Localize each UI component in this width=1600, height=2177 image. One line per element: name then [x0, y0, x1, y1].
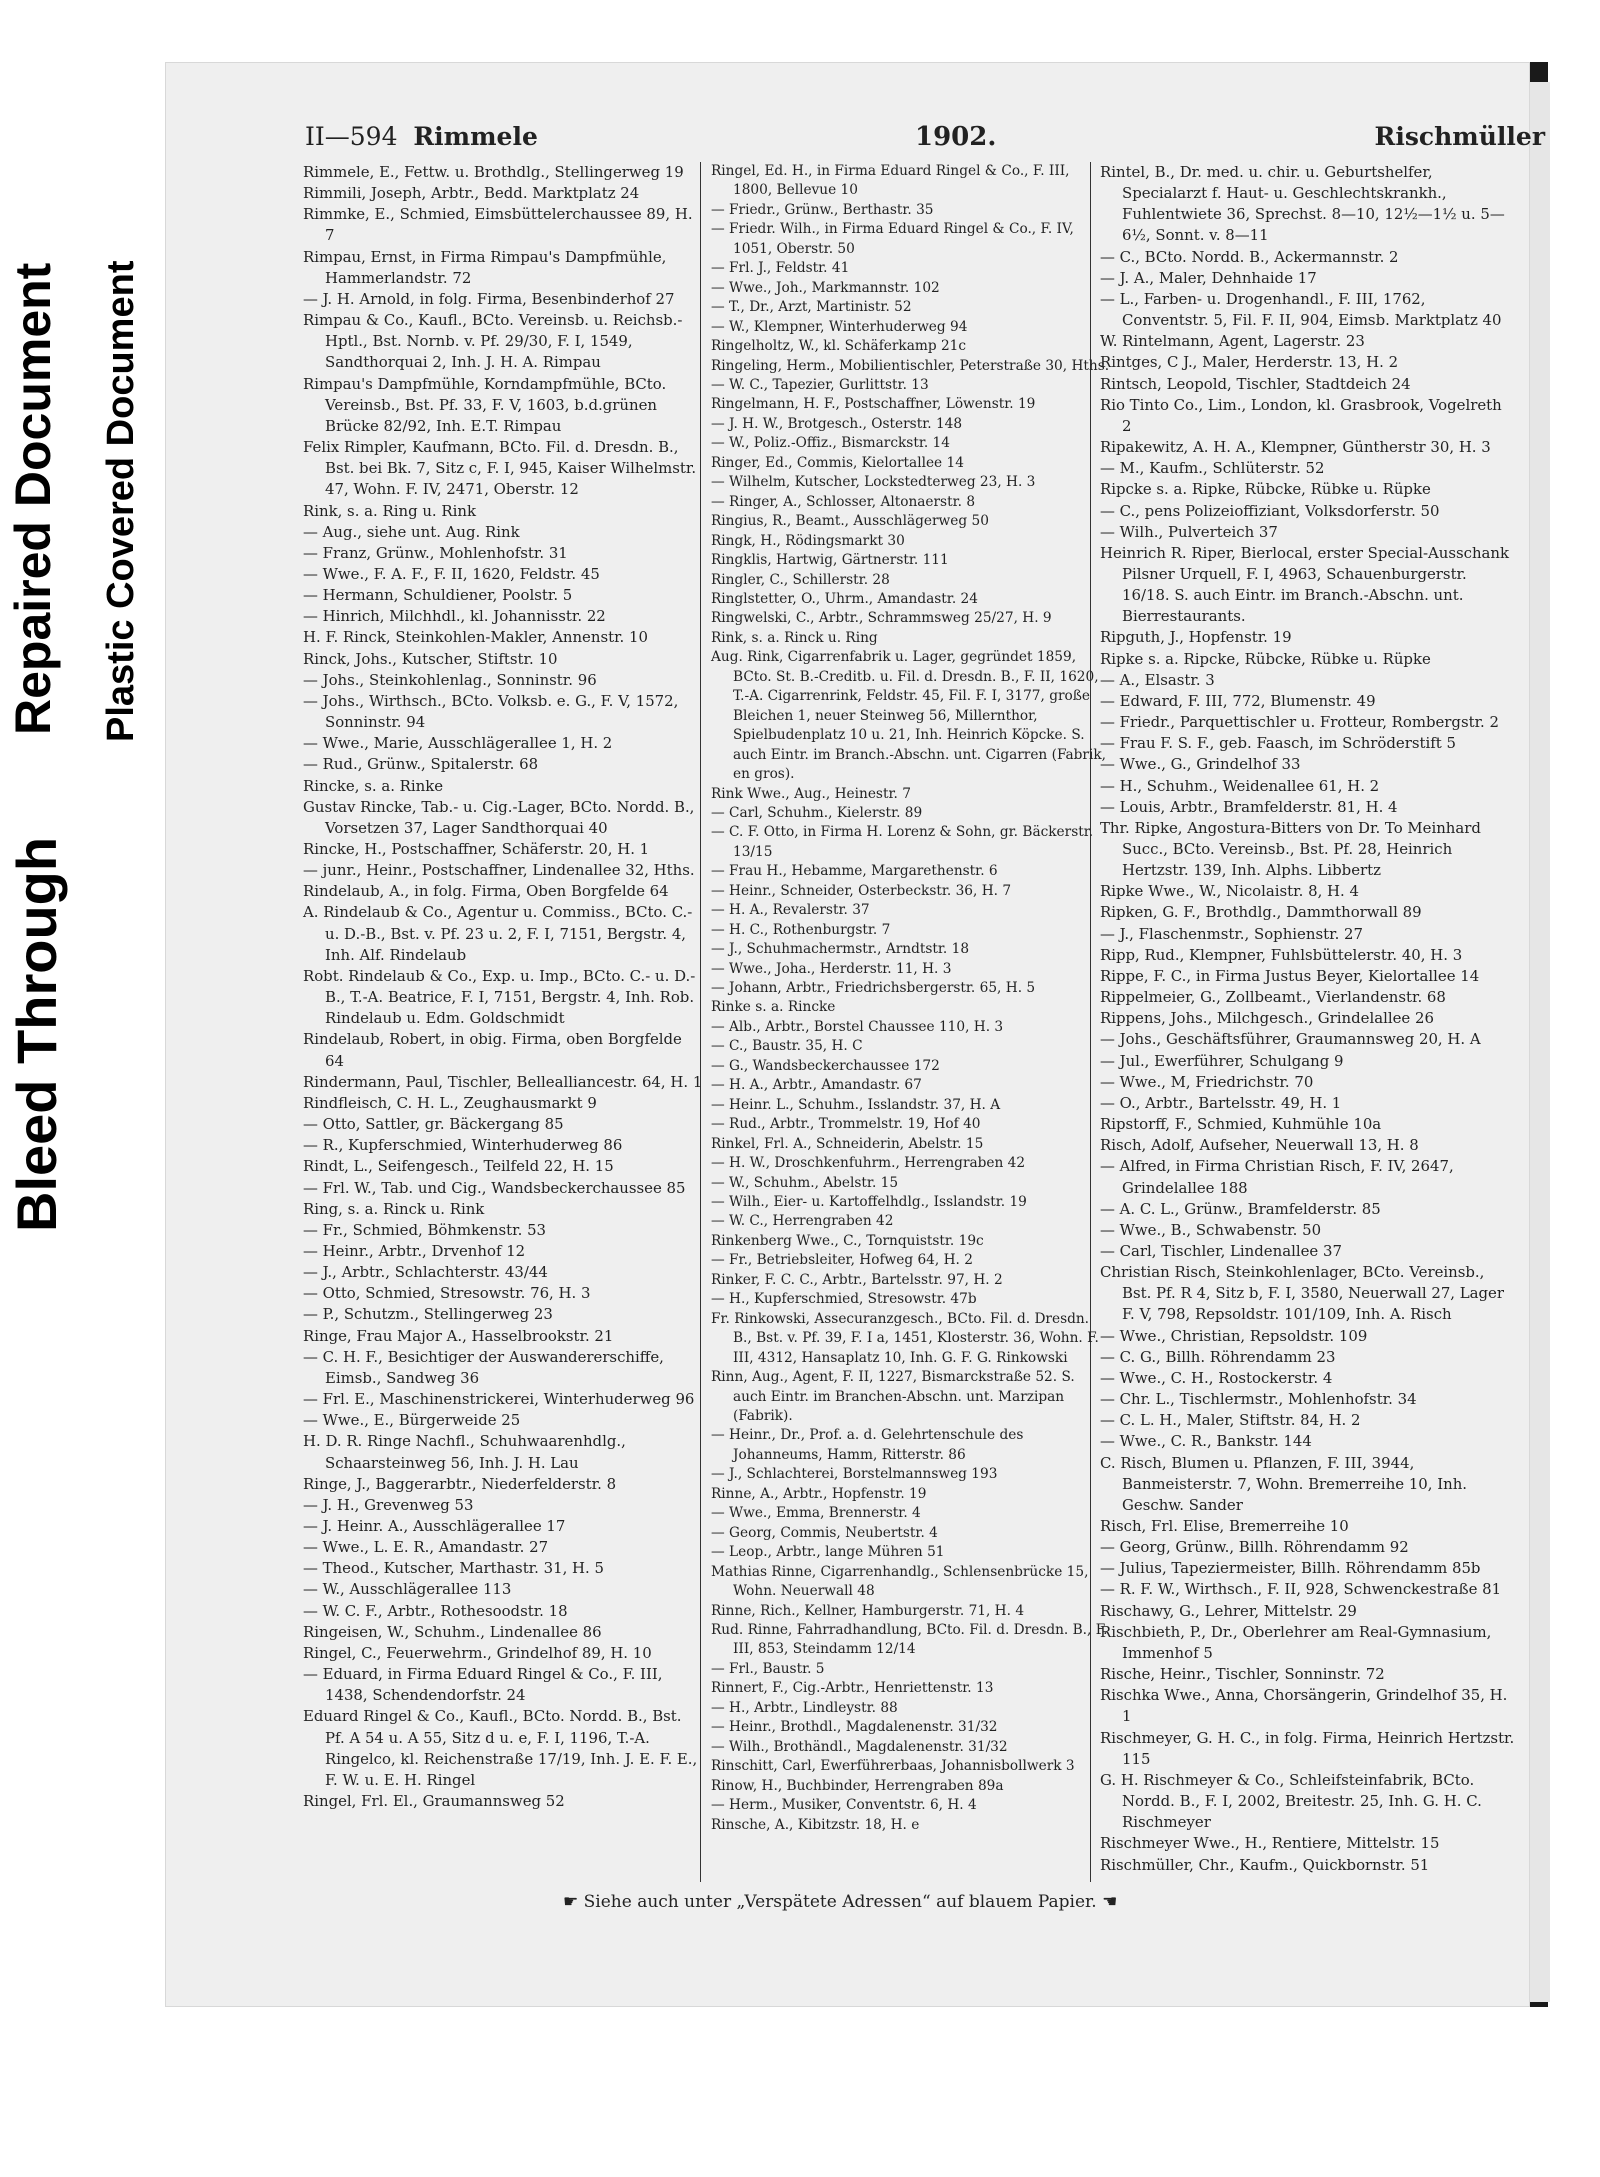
- directory-entry: Christian Risch, Steinkohlenlager, BCto. Vereinsb., Bst. Pf. R 4, Sitz b, F. I, 3580, Neuerwall 27, Lager F. V, 798, Repsoldstr. 101/109, Inh. A. Risch: [1100, 1263, 1504, 1324]
- directory-entry: Rinke s. a. Rincke: [711, 999, 836, 1016]
- directory-entry: — Wilh., Eier- u. Kartoffelhdlg., Isslandstr. 19: [711, 1194, 1027, 1211]
- directory-entry: Rindermann, Paul, Tischler, Bellealliancestr. 64, H. 1: [303, 1072, 703, 1091]
- directory-entry: Ringel, C., Feuerwehrm., Grindelhof 89, H. 10: [303, 1643, 652, 1662]
- directory-entry: — J. H. W., Brotgesch., Osterstr. 148: [711, 415, 963, 432]
- directory-entry: Rischbieth, P., Dr., Oberlehrer am Real-Gymnasium, Immenhof 5: [1100, 1622, 1492, 1662]
- directory-entry: — C., Baustr. 35, H. C: [711, 1038, 863, 1055]
- directory-entry: Rink, s. a. Ring u. Rink: [303, 501, 476, 520]
- directory-entry: — W. C., Tapezier, Gurlittstr. 13: [711, 376, 929, 393]
- directory-entry: Rimmele, E., Fettw. u. Brothdlg., Stellingerweg 19: [303, 163, 684, 181]
- directory-entry: — Otto, Schmied, Stresowstr. 76, H. 3: [303, 1284, 591, 1303]
- directory-entry: Ripke Wwe., W., Nicolaistr. 8, H. 4: [1100, 882, 1359, 901]
- directory-entry: — Wwe., Christian, Repsoldstr. 109: [1100, 1326, 1368, 1345]
- directory-entry: Rinkel, Frl. A., Schneiderin, Abelstr. 15: [711, 1135, 984, 1152]
- directory-entry: — J. H., Grevenweg 53: [303, 1495, 474, 1514]
- directory-entry: — Aug., siehe unt. Aug. Rink: [303, 522, 520, 541]
- directory-entry: Rinne, A., Arbtr., Hopfenstr. 19: [711, 1485, 927, 1502]
- directory-entry: Rinsche, A., Kibitzstr. 18, H. e: [711, 1816, 920, 1833]
- directory-entry: Aug. Rink, Cigarrenfabrik u. Lager, gegründet 1859, BCto. St. B.-Creditb. u. Fil. d. Dresdn. B., F. II, 1620, T.-A. Cigarrenrink, Feldstr. 45, Fil. F. I, 3177, große Bleichen 1, neuer Steinweg 56, Millernthor, Spielbudenplatz 10 u. 21, Inh. Heinrich Köpcke. S. auch Eintr. im Branch.-Abschn. unt. Cigarren (Fabrik, en gros).: [711, 649, 1106, 783]
- directory-entry: — C. F. Otto, in Firma H. Lorenz & Sohn, gr. Bäckerstr. 13/15: [711, 824, 1094, 860]
- directory-entry: Rintel, B., Dr. med. u. chir. u. Geburtshelfer, Specialarzt f. Haut- u. Geschlechtskrankh., Fuhlentwiete 36, Sprechst. 8—10, 12½—1½ u. 5—6½, Sonnt. v. 8—11: [1100, 163, 1505, 245]
- directory-entry: Rimpau & Co., Kaufl., BCto. Vereinsb. u. Reichsb.-Hptl., Bst. Nornb. v. Pf. 29/30, F. I, 1549, Sandthorquai 2, Inh. J. H. A. Rimpau: [303, 311, 683, 372]
- directory-entry: Rimmili, Joseph, Arbtr., Bedd. Marktplatz 24: [303, 184, 640, 203]
- directory-entry: — Eduard, in Firma Eduard Ringel & Co., F. III, 1438, Schendendorfstr. 24: [303, 1665, 663, 1705]
- side-labels: [0, 0, 160, 2177]
- directory-entry: Rindelaub, A., in folg. Firma, Oben Borgfelde 64: [303, 882, 669, 901]
- directory-entry: Ringklis, Hartwig, Gärtnerstr. 111: [711, 552, 949, 569]
- directory-entry: — Otto, Sattler, gr. Bäckergang 85: [303, 1115, 564, 1134]
- directory-entry: — Hinrich, Milchhdl., kl. Johannisstr. 22: [303, 607, 606, 626]
- directory-entry: — Wwe., B., Schwabenstr. 50: [1100, 1220, 1322, 1239]
- directory-entry: — Heinr. L., Schuhm., Isslandstr. 37, H. A: [711, 1096, 1001, 1113]
- directory-entry: Mathias Rinne, Cigarrenhandlg., Schlensenbrücke 15, Wohn. Neuerwall 48: [711, 1563, 1089, 1600]
- directory-entry: Rud. Rinne, Fahrradhandlung, BCto. Fil. d. Dresdn. B., F. III, 853, Steindamm 12/14: [711, 1621, 1108, 1658]
- directory-entry: — Louis, Arbtr., Bramfelderstr. 81, H. 4: [1100, 797, 1398, 816]
- directory-entry: — Fr., Betriebsleiter, Hofweg 64, H. 2: [711, 1252, 973, 1269]
- directory-entry: Rinn, Aug., Agent, F. II, 1227, Bismarckstraße 52. S. auch Eintr. im Branchen-Abschn. unt. Marzipan (Fabrik).: [711, 1369, 1075, 1424]
- directory-entry: Ringk, H., Rödingsmarkt 30: [711, 532, 905, 549]
- directory-entry: — Alfred, in Firma Christian Risch, F. IV, 2647, Grindelallee 188: [1100, 1157, 1454, 1197]
- directory-column-2: [711, 162, 1111, 1835]
- directory-entry: Ringlstetter, O., Uhrm., Amandastr. 24: [711, 590, 978, 607]
- directory-entry: Ring, s. a. Rinck u. Rink: [303, 1199, 485, 1218]
- directory-entry: — Theod., Kutscher, Marthastr. 31, H. 5: [303, 1559, 604, 1578]
- directory-entry: — Johs., Wirthsch., BCto. Volksb. e. G., F. V, 1572, Sonninstr. 94: [303, 691, 679, 732]
- directory-entry: — Chr. L., Tischlermstr., Mohlenhofstr. 34: [1100, 1390, 1417, 1409]
- directory-entry: A. Rindelaub & Co., Agentur u. Commiss., BCto. C.- u. D.-B., Bst. v. Pf. 23 u. 2, F. I, 7151, Bergstr. 4, Inh. Alf. Rindelaub: [303, 903, 693, 964]
- directory-entry: — W. C., Herrengraben 42: [711, 1213, 894, 1230]
- directory-entry: Ringeisen, W., Schuhm., Lindenallee 86: [303, 1622, 602, 1641]
- directory-entry: Ringe, Frau Major A., Hasselbrookstr. 21: [303, 1326, 614, 1345]
- directory-entry: Gustav Rincke, Tab.- u. Cig.-Lager, BCto. Nordd. B., Vorsetzen 37, Lager Sandthorquai 40: [303, 797, 695, 837]
- directory-entry: — Julius, Tapeziermeister, Billh. Röhrendamm 85b: [1100, 1559, 1481, 1578]
- directory-entry: Ringius, R., Beamt., Ausschlägerweg 50: [711, 513, 989, 530]
- directory-entry: Rinkenberg Wwe., C., Tornquiststr. 19c: [711, 1232, 984, 1249]
- directory-entry: Rindelaub, Robert, in obig. Firma, oben Borgfelde 64: [303, 1030, 682, 1070]
- directory-entry: — Wwe., M, Friedrichstr. 70: [1100, 1072, 1314, 1091]
- directory-entry: — O., Arbtr., Bartelsstr. 49, H. 1: [1100, 1093, 1342, 1112]
- directory-entry: H. F. Rinck, Steinkohlen-Makler, Annenstr. 10: [303, 628, 648, 647]
- directory-entry: — C. G., Billh. Röhrendamm 23: [1100, 1347, 1336, 1366]
- label-repaired-document: Repaired Document: [5, 262, 61, 735]
- directory-entry: — Alb., Arbtr., Borstel Chaussee 110, H. 3: [711, 1018, 1004, 1035]
- directory-entry: Rischka Wwe., Anna, Chorsängerin, Grindelhof 35, H. 1: [1100, 1686, 1508, 1726]
- directory-entry: — Wwe., C. H., Rostockerstr. 4: [1100, 1368, 1333, 1387]
- directory-entry: — J. H. Arnold, in folg. Firma, Besenbinderhof 27: [303, 289, 675, 308]
- directory-entry: — M., Kaufm., Schlüterstr. 52: [1100, 459, 1325, 478]
- directory-entry: Ringe, J., Baggerarbtr., Niederfelderstr. 8: [303, 1474, 617, 1493]
- directory-entry: Ringelholtz, W., kl. Schäferkamp 21c: [711, 338, 967, 355]
- directory-column-3: [1100, 162, 1515, 1876]
- directory-entry: — R. F. W., Wirthsch., F. II, 928, Schwenckestraße 81: [1100, 1580, 1502, 1599]
- directory-entry: — Johann, Arbtr., Friedrichsbergerstr. 65, H. 5: [711, 980, 1036, 997]
- label-plastic-covered: Plastic Covered Document: [100, 260, 142, 742]
- directory-entry: Fr. Rinkowski, Assecuranzgesch., BCto. Fil. d. Dresdn. B., Bst. v. Pf. 39, F. I a, 1451, Klosterstr. 36, Wohn. F. III, 4312, Hansaplatz 10, Inh. G. F. G. Rinkowski: [711, 1310, 1099, 1366]
- directory-entry: Rimpau's Dampfmühle, Korndampfmühle, BCto. Vereinsb., Bst. Pf. 33, F. V, 1603, b.d.grünen Brücke 82/92, Inh. E.T. Rimpau: [303, 374, 667, 435]
- directory-entry: — Carl, Tischler, Lindenallee 37: [1100, 1241, 1342, 1260]
- directory-entry: — Carl, Schuhm., Kielerstr. 89: [711, 804, 923, 821]
- directory-entry: — Wilhelm, Kutscher, Lockstedterweg 23, H. 3: [711, 474, 1036, 491]
- directory-entry: — Heinr., Dr., Prof. a. d. Gelehrtenschule des Johanneums, Hamm, Ritterstr. 86: [711, 1427, 1024, 1463]
- directory-entry: — W., Schuhm., Abelstr. 15: [711, 1174, 899, 1191]
- directory-entry: — Heinr., Schneider, Osterbeckstr. 36, H. 7: [711, 882, 1012, 899]
- directory-entry: Ringwelski, C., Arbtr., Schrammsweg 25/27, H. 9: [711, 610, 1052, 627]
- directory-entry: — H., Schuhm., Weidenallee 61, H. 2: [1100, 776, 1380, 795]
- directory-entry: — J. Heinr. A., Ausschlägerallee 17: [303, 1517, 566, 1535]
- directory-entry: Rischmeyer, G. H. C., in folg. Firma, Heinrich Hertzstr. 115: [1100, 1728, 1515, 1768]
- directory-entry: — Georg, Grünw., Billh. Röhrendamm 92: [1100, 1538, 1409, 1557]
- directory-entry: — Wilh., Pulverteich 37: [1100, 522, 1278, 541]
- directory-entry: — Frl. J., Feldstr. 41: [711, 260, 850, 277]
- directory-entry: Ringeling, Herm., Mobilientischler, Peterstraße 30, Hths.: [711, 357, 1110, 374]
- directory-entry: — J. A., Maler, Dehnhaide 17: [1100, 268, 1317, 287]
- directory-entry: Rischmüller, Chr., Kaufm., Quickbornstr. 51: [1100, 1855, 1430, 1874]
- directory-entry: — Georg, Commis, Neubertstr. 4: [711, 1524, 938, 1541]
- directory-entry: Ringel, Ed. H., in Firma Eduard Ringel & Co., F. III, 1800, Bellevue 10: [711, 163, 1070, 199]
- directory-entry: Ripguth, J., Hopfenstr. 19: [1100, 628, 1292, 647]
- directory-entry: Rincke, H., Postschaffner, Schäferstr. 20, H. 1: [303, 840, 650, 858]
- directory-entry: Rinne, Rich., Kellner, Hamburgerstr. 71, H. 4: [711, 1602, 1025, 1619]
- directory-entry: Rinker, F. C. C., Arbtr., Bartelsstr. 97, H. 2: [711, 1271, 1003, 1288]
- directory-entry: — Friedr. Wilh., in Firma Eduard Ringel & Co., F. IV, 1051, Oberstr. 50: [711, 221, 1074, 257]
- directory-entry: — Fr., Schmied, Böhmkenstr. 53: [303, 1220, 547, 1239]
- directory-column-1: [303, 162, 703, 1812]
- directory-entry: — Wwe., Joha., Herderstr. 11, H. 3: [711, 960, 952, 977]
- directory-entry: — Wwe., F. A. F., F. II, 1620, Feldstr. 45: [303, 564, 600, 583]
- directory-entry: — R., Kupferschmied, Winterhuderweg 86: [303, 1136, 623, 1155]
- directory-entry: — Wwe., C. R., Bankstr. 144: [1100, 1432, 1312, 1451]
- directory-entry: Rindt, L., Seifengesch., Teilfeld 22, H. 15: [303, 1157, 614, 1176]
- directory-entry: — Wwe., Marie, Ausschlägerallee 1, H. 2: [303, 734, 613, 753]
- document-page: [165, 62, 1545, 2007]
- directory-entry: Rimpau, Ernst, in Firma Rimpau's Dampfmühle, Hammerlandstr. 72: [303, 247, 667, 287]
- directory-entry: — W., Ausschlägerallee 113: [303, 1580, 512, 1599]
- directory-entry: — Wilh., Brothändl., Magdalenenstr. 31/32: [711, 1738, 1008, 1755]
- directory-entry: — Wwe., L. E. R., Amandastr. 27: [303, 1538, 549, 1557]
- directory-entry: — J., Schuhmachermstr., Arndtstr. 18: [711, 941, 970, 958]
- directory-entry: — Johs., Steinkohlenlag., Sonninstr. 96: [303, 670, 597, 689]
- directory-entry: Ripp, Rud., Klempner, Fuhlsbüttelerstr. 40, H. 3: [1100, 945, 1463, 964]
- directory-entry: — P., Schutzm., Stellingerweg 23: [303, 1305, 553, 1324]
- directory-entry: — Wwe., Emma, Brennerstr. 4: [711, 1505, 921, 1522]
- directory-entry: — J., Arbtr., Schlachterstr. 43/44: [303, 1263, 548, 1282]
- directory-entry: — Friedr., Grünw., Berthastr. 35: [711, 201, 934, 218]
- directory-entry: Rippens, Johs., Milchgesch., Grindelallee 26: [1100, 1009, 1434, 1028]
- directory-entry: — junr., Heinr., Postschaffner, Lindenallee 32, Hths.: [303, 861, 695, 880]
- directory-entry: — Ringer, A., Schlosser, Altonaerstr. 8: [711, 493, 976, 510]
- directory-entry: — J., Flaschenmstr., Sophienstr. 27: [1100, 924, 1363, 943]
- directory-entry: W. Rintelmann, Agent, Lagerstr. 23: [1100, 332, 1365, 351]
- directory-entry: C. Risch, Blumen u. Pflanzen, F. III, 3944, Banmeisterstr. 7, Wohn. Bremerreihe 10, Inh. Geschw. Sander: [1100, 1453, 1468, 1514]
- directory-entry: Ripakewitz, A. H. A., Klempner, Güntherstr 30, H. 3: [1100, 438, 1491, 457]
- directory-entry: — C., pens Polizeioffiziant, Volksdorferstr. 50: [1100, 501, 1440, 520]
- directory-entry: — C. L. H., Maler, Stiftstr. 84, H. 2: [1100, 1411, 1361, 1430]
- directory-entry: — Frl., Baustr. 5: [711, 1660, 825, 1677]
- directory-entry: — A., Elsastr. 3: [1100, 670, 1215, 689]
- directory-entry: Rindfleisch, C. H. L., Zeughausmarkt 9: [303, 1093, 597, 1112]
- directory-entry: Rinow, H., Buchbinder, Herrengraben 89a: [711, 1777, 1004, 1794]
- directory-entry: Rischmeyer Wwe., H., Rentiere, Mittelstr. 15: [1100, 1834, 1440, 1853]
- directory-entry: H. D. R. Ringe Nachfl., Schuhwaarenhdlg., Schaarsteinweg 56, Inh. J. H. Lau: [303, 1432, 626, 1472]
- page-number: II—594 Rimmele: [305, 122, 538, 151]
- directory-entry: Rink Wwe., Aug., Heinestr. 7: [711, 785, 911, 802]
- directory-entry: — J., Schlachterei, Borstelmannsweg 193: [711, 1466, 998, 1483]
- directory-entry: Felix Rimpler, Kaufmann, BCto. Fil. d. Dresdn. B., Bst. bei Bk. 7, Sitz c, F. I, 945, Kaiser Wilhelmstr. 47, Wohn. F. IV, 2471, Oberstr. 12: [303, 438, 697, 499]
- page-header: [305, 122, 1545, 162]
- directory-entry: — C., BCto. Nordd. B., Ackermannstr. 2: [1100, 247, 1399, 266]
- directory-entry: Eduard Ringel & Co., Kaufl., BCto. Nordd. B., Bst. Pf. A 54 u. A 55, Sitz d u. e, F. I, 1196, T.-A. Ringelco, kl. Reichenstraße 17/19, Inh. J. E. F. E., F. W. u. E. H. Ringel: [303, 1707, 698, 1789]
- directory-entry: — Wwe., G., Grindelhof 33: [1100, 755, 1301, 774]
- directory-entry: Ringel, Frl. El., Graumannsweg 52: [303, 1792, 565, 1811]
- directory-entry: Ripken, G. F., Brothdlg., Dammthorwall 89: [1100, 903, 1422, 922]
- directory-entry: Rinnert, F., Cig.-Arbtr., Henriettenstr. 13: [711, 1680, 994, 1697]
- directory-entry: Rink, s. a. Rinck u. Ring: [711, 629, 878, 646]
- directory-entry: Rippe, F. C., in Firma Justus Beyer, Kielortallee 14: [1100, 966, 1480, 985]
- directory-entry: — Rud., Arbtr., Trommelstr. 19, Hof 40: [711, 1116, 981, 1133]
- directory-entry: — L., Farben- u. Drogenhandl., F. III, 1762, Conventstr. 5, Fil. F. II, 904, Eimsb. Marktplatz 40: [1100, 289, 1502, 330]
- footer-note: ☛ Siehe auch unter „Verspätete Adressen“ auf blauem Papier. ☚: [563, 1892, 1118, 1912]
- directory-entry: Rintsch, Leopold, Tischler, Stadtdeich 24: [1100, 374, 1411, 393]
- directory-entry: — Frl. E., Maschinenstrickerei, Winterhuderweg 96: [303, 1390, 695, 1409]
- directory-entry: — G., Wandsbeckerchaussee 172: [711, 1057, 940, 1074]
- directory-entry: Rinschitt, Carl, Ewerführerbaas, Johannisbollwerk 3: [711, 1758, 1075, 1775]
- directory-entry: — Frl. W., Tab. und Cig., Wandsbeckerchaussee 85: [303, 1178, 686, 1197]
- directory-entry: Robt. Rindelaub & Co., Exp. u. Imp., BCto. C.- u. D.-B., T.-A. Beatrice, F. I, 7151, Bergstr. 4, Inh. Rob. Rindelaub u. Edm. Goldschmidt: [303, 966, 696, 1028]
- directory-entry: Rischawy, G., Lehrer, Mittelstr. 29: [1100, 1601, 1357, 1620]
- directory-entry: — Frau F. S. F., geb. Faasch, im Schröderstift 5: [1100, 734, 1456, 753]
- label-bleed-through: Bleed Through: [5, 836, 68, 1232]
- directory-entry: — W., Klempner, Winterhuderweg 94: [711, 318, 968, 335]
- directory-entry: — Friedr., Parquettischler u. Frotteur, Rombergstr. 2: [1100, 713, 1499, 732]
- directory-entry: — Frau H., Hebamme, Margarethenstr. 6: [711, 863, 998, 880]
- directory-entry: Rimmke, E., Schmied, Eimsbüttelerchaussee 89, H. 7: [303, 205, 693, 245]
- directory-entry: — Johs., Geschäftsführer, Graumannsweg 20, H. A: [1100, 1030, 1481, 1049]
- header-right-word: Rischmüller: [1374, 122, 1545, 151]
- directory-entry: Ripke s. a. Ripcke, Rübcke, Rübke u. Rüpke: [1100, 649, 1431, 668]
- directory-entry: Rippelmeier, G., Zollbeamt., Vierlandenstr. 68: [1100, 988, 1446, 1007]
- directory-entry: — Franz, Grünw., Mohlenhofstr. 31: [303, 543, 568, 562]
- directory-entry: — C. H. F., Besichtiger der Auswandererschiffe, Eimsb., Sandweg 36: [303, 1347, 664, 1387]
- directory-entry: Risch, Adolf, Aufseher, Neuerwall 13, H. 8: [1100, 1136, 1419, 1155]
- directory-entry: — Heinr., Brothdl., Magdalenenstr. 31/32: [711, 1719, 998, 1736]
- directory-entry: Ripstorff, F., Schmied, Kuhmühle 10a: [1100, 1115, 1382, 1134]
- directory-entry: Ringer, Ed., Commis, Kielortallee 14: [711, 454, 964, 471]
- directory-entry: — H., Kupferschmied, Stresowstr. 47b: [711, 1291, 977, 1308]
- directory-entry: — Wwe., Joh., Markmannstr. 102: [711, 279, 940, 296]
- directory-entry: Rische, Heinr., Tischler, Sonninstr. 72: [1100, 1665, 1385, 1684]
- directory-entry: — H., Arbtr., Lindleystr. 88: [711, 1699, 898, 1716]
- directory-entry: Ringler, C., Schillerstr. 28: [711, 571, 890, 588]
- directory-entry: — Jul., Ewerführer, Schulgang 9: [1100, 1051, 1344, 1070]
- directory-entry: Risch, Frl. Elise, Bremerreihe 10: [1100, 1517, 1349, 1535]
- directory-entry: — Wwe., E., Bürgerweide 25: [303, 1411, 521, 1430]
- directory-entry: Rintges, C J., Maler, Herderstr. 13, H. 2: [1100, 353, 1399, 372]
- directory-entry: Ringelmann, H. F., Postschaffner, Löwenstr. 19: [711, 396, 1036, 413]
- directory-entry: — H. A., Arbtr., Amandastr. 67: [711, 1077, 922, 1094]
- directory-entry: — Edward, F. III, 772, Blumenstr. 49: [1100, 691, 1376, 710]
- directory-entry: — A. C. L., Grünw., Bramfelderstr. 85: [1100, 1199, 1381, 1218]
- directory-entry: — H. C., Rothenburgstr. 7: [711, 921, 891, 938]
- directory-entry: — Hermann, Schuldiener, Poolstr. 5: [303, 586, 573, 605]
- directory-entry: — W., Poliz.-Offiz., Bismarckstr. 14: [711, 435, 950, 452]
- directory-entry: Thr. Ripke, Angostura-Bitters von Dr. To Meinhard Succ., BCto. Vereinsb., Bst. Pf. 28, Heinrich Hertzstr. 139, Inh. Alphs. Libbertz: [1100, 818, 1481, 880]
- directory-entry: Ripcke s. a. Ripke, Rübcke, Rübke u. Rüpke: [1100, 480, 1431, 499]
- directory-entry: Rio Tinto Co., Lim., London, kl. Grasbrook, Vogelreth 2: [1100, 395, 1502, 435]
- directory-entry: — Herm., Musiker, Conventstr. 6, H. 4: [711, 1797, 977, 1814]
- directory-entry: Rinck, Johs., Kutscher, Stiftstr. 10: [303, 649, 558, 668]
- directory-entry: — Leop., Arbtr., lange Mühren 51: [711, 1544, 945, 1561]
- directory-entry: — H. W., Droschkenfuhrm., Herrengraben 42: [711, 1155, 1026, 1172]
- directory-entry: G. H. Rischmeyer & Co., Schleifsteinfabrik, BCto. Nordd. B., F. I, 2002, Breitestr. 25, Inh. G. H. C. Rischmeyer: [1100, 1770, 1482, 1832]
- directory-entry: Heinrich R. Riper, Bierlocal, erster Special-Ausschank Pilsner Urquell, F. I, 4963, Schauenburgerstr. 16/18. S. auch Eintr. im Branch.-Abschn. unt. Bierrestaurants.: [1100, 543, 1510, 626]
- directory-entry: Rincke, s. a. Rinke: [303, 776, 444, 795]
- directory-entry: — T., Dr., Arzt, Martinistr. 52: [711, 299, 912, 316]
- directory-entry: — Rud., Grünw., Spitalerstr. 68: [303, 755, 539, 774]
- year: 1902.: [915, 122, 997, 152]
- directory-entry: — H. A., Revalerstr. 37: [711, 902, 870, 919]
- directory-entry: — W. C. F., Arbtr., Rothesoodstr. 18: [303, 1601, 568, 1620]
- directory-entry: — Heinr., Arbtr., Drvenhof 12: [303, 1241, 526, 1260]
